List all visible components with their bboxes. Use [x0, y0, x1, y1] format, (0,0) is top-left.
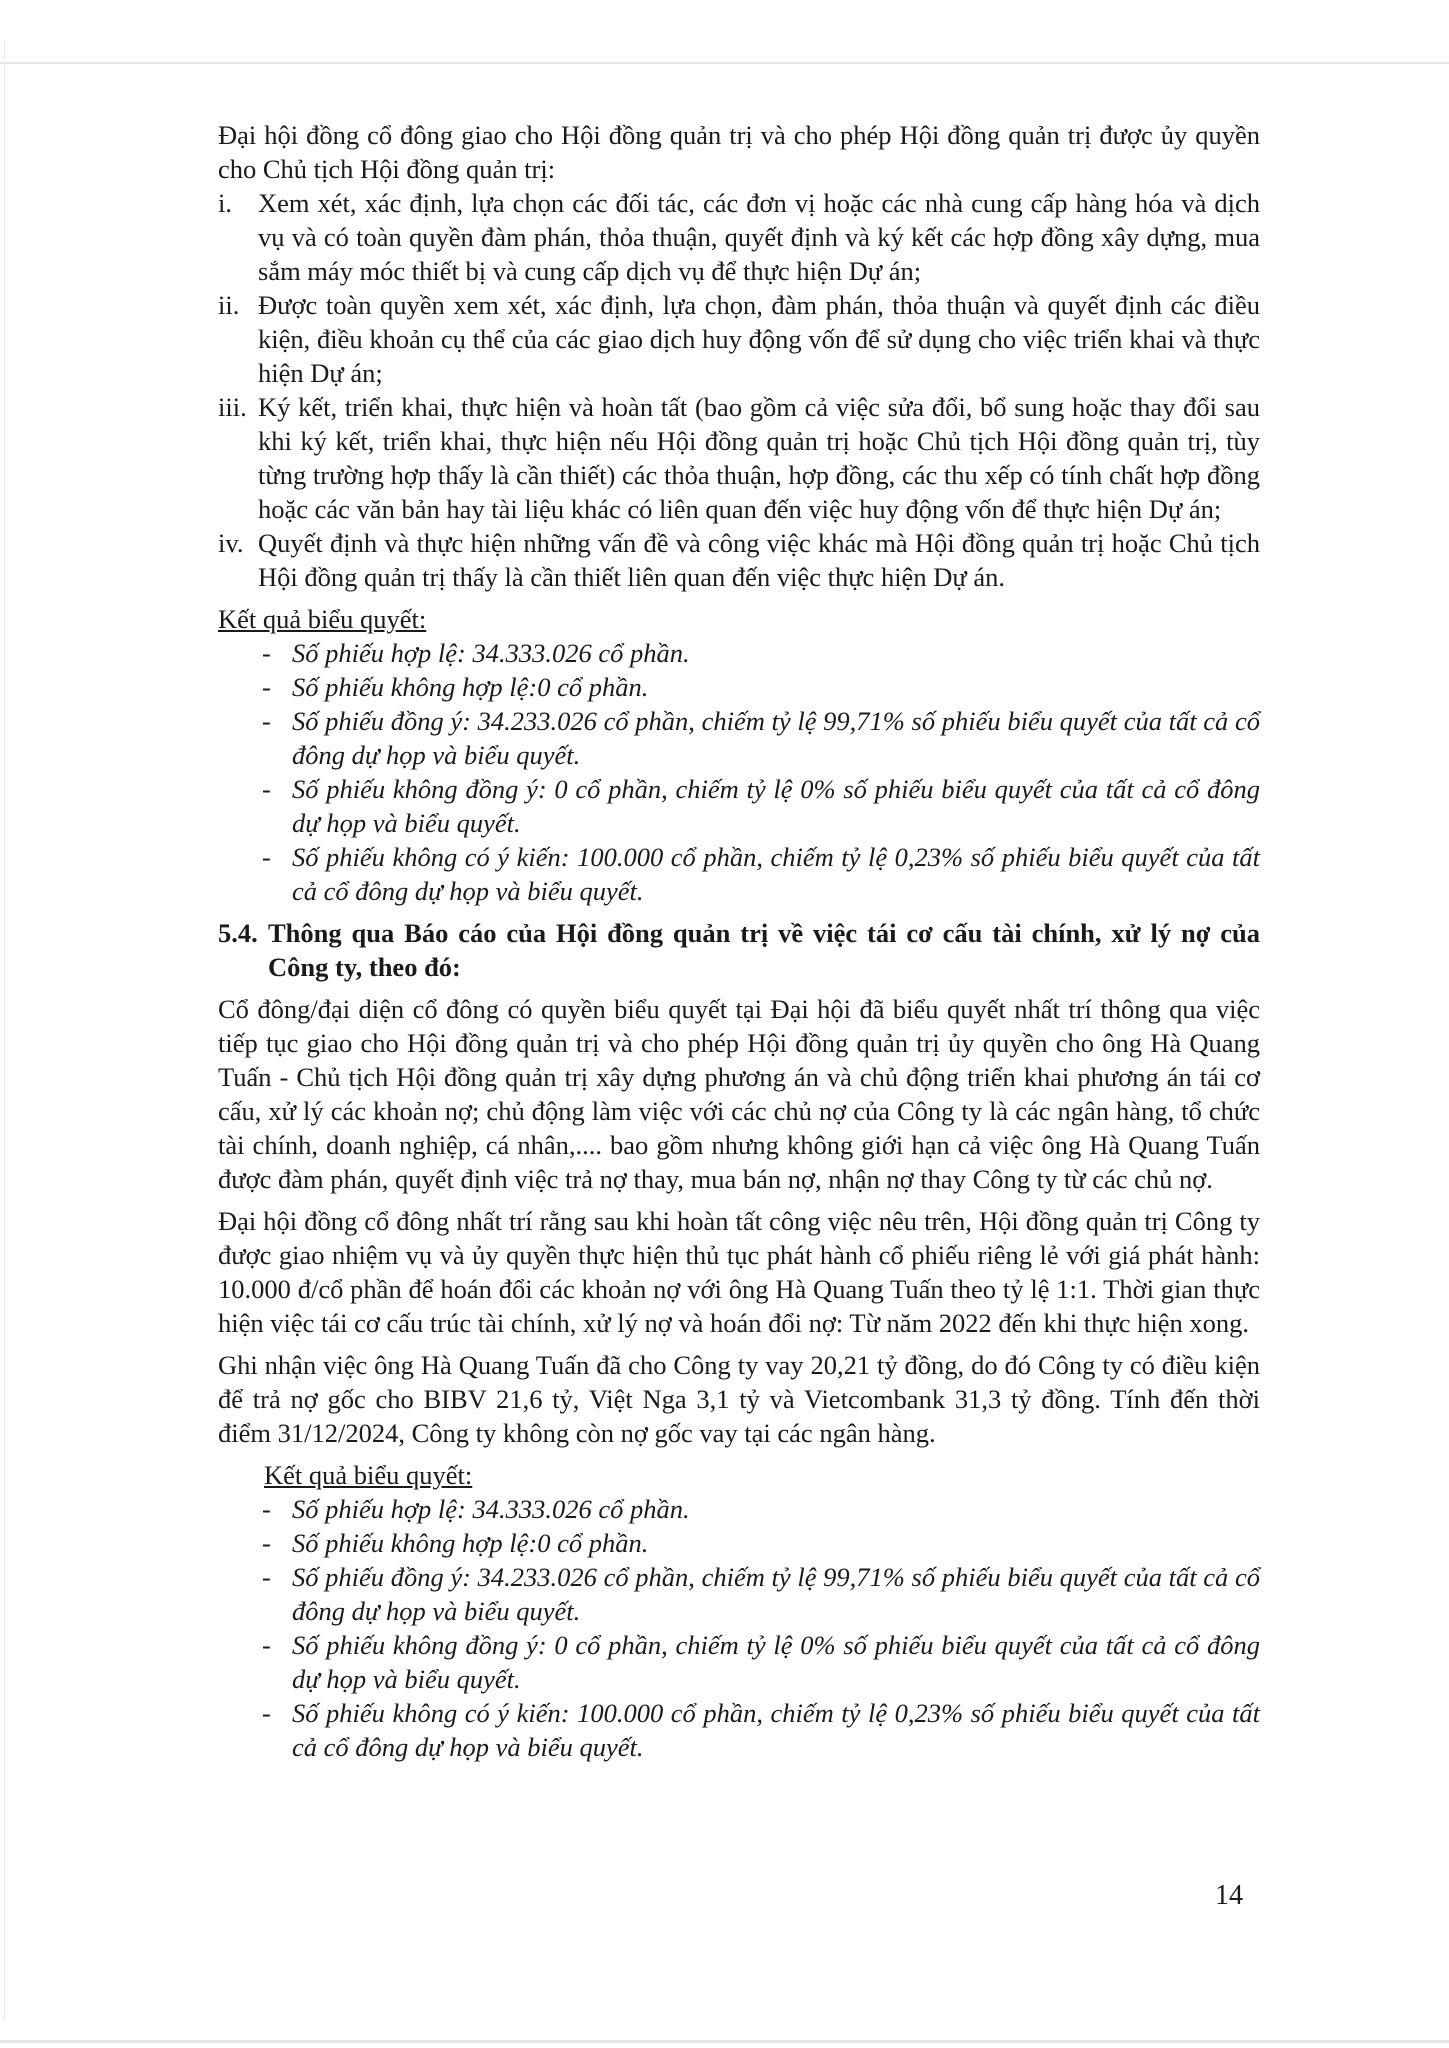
list-item	[218, 526, 1260, 594]
vote-results-heading: Kết quả biểu quyết:	[218, 604, 427, 634]
list-item-text: Ký kết, triển khai, thực hiện và hoàn tất (bao gồm cả việc sửa đổi, bổ sung hoặc thay đổi sau khi ký kết, triển khai, thực hiện nếu Hội đồng quản trị hoặc Chủ tịch Hội đồng quản trị, tùy từng trường hợp thấy là cần thiết) các thỏa thuận, hợp đồng, các thu xếp có tính chất hợp đồng hoặc các văn bản hay tài liệu khác có liên quan đến việc huy động vốn để thực hiện Dự án;	[258, 392, 1260, 524]
list-item-text: Xem xét, xác định, lựa chọn các đối tác, các đơn vị hoặc các nhà cung cấp hàng hóa và dịch vụ và có toàn quyền đàm phán, thỏa thuận, quyết định và ký kết các hợp đồng xây dựng, mua sắm máy móc thiết bị và cung cấp dịch vụ để thực hiện Dự án;	[258, 188, 1260, 286]
vote-item: - Số phiếu đồng ý: 34.233.026 cổ phần, chiếm tỷ lệ 99,71% số phiếu biểu quyết của tất cả cổ đông dự họp và biểu quyết.	[262, 706, 1260, 770]
vote-item: - Số phiếu không hợp lệ:0 cổ phần.	[262, 672, 649, 702]
vote-results-2	[218, 1458, 1260, 1764]
page-number: 14	[1215, 1880, 1243, 1911]
section-title: Thông qua Báo cáo của Hội đồng quản trị về việc tái cơ cấu tài chính, xử lý nợ của Công ty, theo đó:	[268, 918, 1260, 982]
list-item	[218, 288, 1260, 390]
body-paragraph: Ghi nhận việc ông Hà Quang Tuấn đã cho Công ty vay 20,21 tỷ đồng, do đó Công ty có điều kiện để trả nợ gốc cho BIBV 21,6 tỷ, Việt Nga 3,1 tỷ và Vietcombank 31,3 tỷ đồng. Tính đến thời điểm 31/12/2024, Công ty không còn nợ gốc vay tại các ngân hàng.	[218, 1350, 1260, 1448]
vote-results-list	[262, 636, 1260, 908]
vote-item: - Số phiếu hợp lệ: 34.333.026 cổ phần.	[262, 638, 690, 668]
list-item-number: i.	[218, 188, 232, 218]
body-paragraph: Cổ đông/đại diện cổ đông có quyền biểu quyết tại Đại hội đã biểu quyết nhất trí thông qua việc tiếp tục giao cho Hội đồng quản trị và cho phép Hội đồng quản trị ủy quyền cho ông Hà Quang Tuấn - Chủ tịch Hội đồng quản trị xây dựng phương án và chủ động triển khai phương án tái cơ cấu, xử lý các khoản nợ; chủ động làm việc với các chủ nợ của Công ty là các ngân hàng, tổ chức tài chính, doanh nghiệp, cá nhân,.... bao gồm nhưng không giới hạn cả việc ông Hà Quang Tuấn được đàm phán, quyết định việc trả nợ thay, mua bán nợ, nhận nợ thay Công ty từ các chủ nợ.	[218, 994, 1260, 1194]
section-heading	[218, 916, 1260, 984]
scan-edge-top	[0, 62, 1449, 64]
vote-results-heading: Kết quả biểu quyết:	[264, 1460, 473, 1490]
list-item-number: ii.	[218, 290, 240, 320]
list-item-text: Được toàn quyền xem xét, xác định, lựa chọn, đàm phán, thỏa thuận và quyết định các điều kiện, điều khoản cụ thể của các giao dịch huy động vốn để sử dụng cho việc triển khai và thực hiện Dự án;	[258, 290, 1260, 388]
section-number: 5.4.	[218, 918, 258, 948]
body-paragraph: Đại hội đồng cổ đông nhất trí rằng sau khi hoàn tất công việc nêu trên, Hội đồng quản trị Công ty được giao nhiệm vụ và ủy quyền thực hiện thủ tục phát hành cổ phiếu riêng lẻ với giá phát hành: 10.000 đ/cổ phần để hoán đổi các khoản nợ với ông Hà Quang Tuấn theo tỷ lệ 1:1. Thời gian thực hiện việc tái cơ cấu trúc tài chính, xử lý nợ và hoán đổi nợ: Từ năm 2022 đến khi thực hiện xong.	[218, 1206, 1260, 1338]
vote-item: - Số phiếu không đồng ý: 0 cổ phần, chiếm tỷ lệ 0% số phiếu biểu quyết của tất cả cổ đông dự họp và biểu quyết.	[262, 774, 1260, 838]
vote-item: - Số phiếu đồng ý: 34.233.026 cổ phần, chiếm tỷ lệ 99,71% số phiếu biểu quyết của tất cả cổ đông dự họp và biểu quyết.	[262, 1562, 1260, 1626]
vote-results-list	[262, 1492, 1260, 1764]
vote-item: - Số phiếu hợp lệ: 34.333.026 cổ phần.	[262, 1494, 690, 1524]
list-item-number: iv.	[218, 528, 244, 558]
vote-item: - Số phiếu không có ý kiến: 100.000 cổ phần, chiếm tỷ lệ 0,23% số phiếu biểu quyết của tất cả cổ đông dự họp và biểu quyết.	[262, 1698, 1260, 1762]
list-item-text: Quyết định và thực hiện những vấn đề và công việc khác mà Hội đồng quản trị hoặc Chủ tịch Hội đồng quản trị thấy là cần thiết liên quan đến việc thực hiện Dự án.	[258, 528, 1260, 592]
scan-edge-left	[4, 40, 5, 2020]
scan-edge-bottom	[0, 2040, 1449, 2043]
vote-item: - Số phiếu không đồng ý: 0 cổ phần, chiếm tỷ lệ 0% số phiếu biểu quyết của tất cả cổ đông dự họp và biểu quyết.	[262, 1630, 1260, 1694]
list-item	[218, 186, 1260, 288]
vote-results-1	[218, 602, 1260, 908]
list-item	[218, 390, 1260, 526]
vote-item: - Số phiếu không có ý kiến: 100.000 cổ phần, chiếm tỷ lệ 0,23% số phiếu biểu quyết của tất cả cổ đông dự họp và biểu quyết.	[262, 842, 1260, 906]
vote-item: - Số phiếu không hợp lệ:0 cổ phần.	[262, 1528, 649, 1558]
document-body	[218, 118, 1260, 1764]
authorization-list	[218, 186, 1260, 594]
list-item-number: iii.	[218, 392, 247, 422]
intro-paragraph: Đại hội đồng cổ đông giao cho Hội đồng quản trị và cho phép Hội đồng quản trị được ủy quyền cho Chủ tịch Hội đồng quản trị:	[218, 120, 1260, 184]
